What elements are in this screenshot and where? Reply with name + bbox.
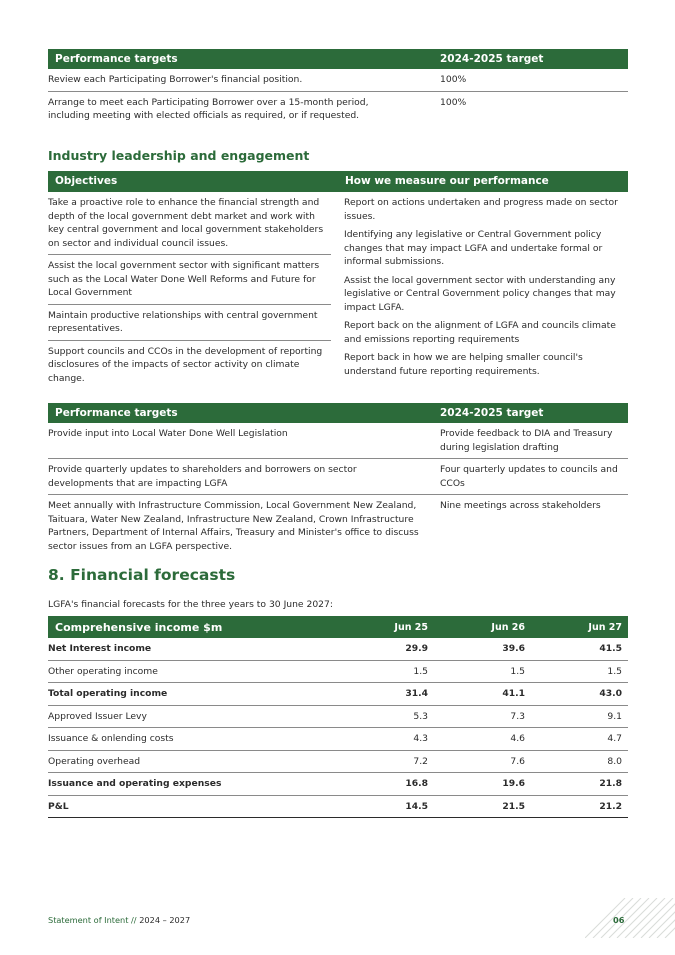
objective-item: Assist the local government sector with significant matters such as the Local Water Done Well Reforms and Future for Local Government [48, 255, 331, 305]
table-row [48, 795, 628, 818]
table-row [48, 728, 628, 751]
column-header: Jun 27 [531, 616, 628, 638]
table-row [48, 750, 628, 773]
column-header: Jun 26 [434, 616, 531, 638]
forecasts-intro: LGFA's financial forecasts for the three years to 30 June 2027: [48, 599, 333, 610]
table-row [48, 423, 628, 459]
value-cell: 14.5 [338, 795, 434, 818]
value-cell: 8.0 [531, 750, 628, 773]
row-label: Total operating income [48, 683, 338, 706]
value-cell: 41.5 [531, 638, 628, 660]
footer-doc-title: Statement of Intent [48, 915, 129, 925]
forecast-table-body [48, 638, 628, 818]
value-cell: 21.8 [531, 773, 628, 796]
column-header: Objectives [55, 175, 118, 187]
table-row [48, 69, 628, 91]
performance-targets-table-1 [48, 49, 628, 127]
measure-item: Report back on the alignment of LGFA and councils climate and emissions reporting requirements [344, 320, 616, 345]
value-cell: 43.0 [531, 683, 628, 706]
value-cell: 21.5 [434, 795, 531, 818]
value-cell: 5.3 [338, 705, 434, 728]
column-header: 2024-2025 target [433, 403, 628, 423]
value-cell: 29.9 [338, 638, 434, 660]
section-heading: Industry leadership and engagement [48, 148, 310, 163]
table-row [48, 773, 628, 796]
section-heading: 8. Financial forecasts [48, 566, 236, 584]
measures-list [344, 192, 628, 379]
performance-targets-table-2 [48, 403, 628, 557]
value-cell: 39.6 [434, 638, 531, 660]
target-value: Four quarterly updates to councils and CCOs [433, 459, 628, 495]
target-value: 100% [433, 69, 628, 91]
target-description: Arrange to meet each Participating Borrower over a 15-month period, including meeting with elected officials as required, or if requested. [48, 96, 369, 121]
row-label: P&L [48, 795, 338, 818]
measure-item: Assist the local government sector with understanding any legislative or Central Government policy changes that may impact LGFA. [344, 274, 616, 313]
target-description: Provide input into Local Water Done Well Legislation [48, 423, 433, 459]
column-header: Comprehensive income $m [48, 616, 338, 638]
row-label: Operating overhead [48, 750, 338, 773]
column-header: Jun 25 [338, 616, 434, 638]
column-header: Performance targets [48, 49, 433, 69]
target-value: 100% [440, 96, 467, 108]
row-label: Other operating income [48, 660, 338, 683]
table-row [48, 705, 628, 728]
table-row [48, 683, 628, 706]
table-header-row [48, 403, 628, 423]
page-number: 06 [613, 915, 625, 925]
value-cell: 16.8 [338, 773, 434, 796]
row-label: Issuance & onlending costs [48, 728, 338, 751]
table-row [48, 495, 628, 558]
column-header: How we measure our performance [345, 175, 549, 187]
decorative-hatch-pattern [585, 898, 675, 938]
value-cell: 1.5 [531, 660, 628, 683]
value-cell: 19.6 [434, 773, 531, 796]
objectives-table-header [48, 171, 628, 192]
target-description: Review each Participating Borrower's financial position. [48, 69, 433, 91]
measure-item: Report back in how we are helping smaller council's understand future reporting requirements. [344, 352, 583, 377]
value-cell: 9.1 [531, 705, 628, 728]
target-value: Provide feedback to DIA and Treasury during legislation drafting [433, 423, 628, 459]
financial-forecast-table [48, 616, 628, 818]
table-row [48, 638, 628, 660]
value-cell: 7.2 [338, 750, 434, 773]
measure-item: Report on actions undertaken and progress made on sector issues. [344, 197, 618, 222]
value-cell: 21.2 [531, 795, 628, 818]
target-description: Provide quarterly updates to shareholders and borrowers on sector developments that are impacting LGFA [48, 459, 433, 495]
table-row [48, 91, 628, 127]
row-label: Approved Issuer Levy [48, 705, 338, 728]
footer-separator: // [131, 915, 137, 925]
value-cell: 4.7 [531, 728, 628, 751]
value-cell: 1.5 [434, 660, 531, 683]
value-cell: 7.6 [434, 750, 531, 773]
row-label: Issuance and operating expenses [48, 773, 338, 796]
value-cell: 41.1 [434, 683, 531, 706]
table-row [48, 459, 628, 495]
value-cell: 1.5 [338, 660, 434, 683]
value-cell: 31.4 [338, 683, 434, 706]
table-header-row [48, 616, 628, 638]
row-label: Net Interest income [48, 638, 338, 660]
measure-item: Identifying any legislative or Central Government policy changes that may impact LGFA and undertake formal or informal submissions. [344, 229, 603, 267]
value-cell: 4.6 [434, 728, 531, 751]
objective-item: Maintain productive relationships with central government representatives. [48, 305, 331, 341]
objectives-list [48, 192, 331, 389]
table-row [48, 660, 628, 683]
footer-years: 2024 – 2027 [139, 915, 191, 925]
column-header: Performance targets [48, 403, 433, 423]
objective-item: Support councils and CCOs in the development of reporting disclosures of the impacts of sector activity on climate change. [48, 345, 323, 384]
target-description: Meet annually with Infrastructure Commission, Local Government New Zealand, Taituara, Water New Zealand, Infrastructure New Zealand, Crown Infrastructure Partners, Department of Internal Affairs, Treasury and Minister's office to discuss sector issues from an LGFA perspective. [48, 500, 419, 552]
table-header-row [48, 49, 628, 69]
target-value: Nine meetings across stakeholders [440, 500, 601, 511]
value-cell: 7.3 [434, 705, 531, 728]
footer-text [48, 915, 190, 925]
value-cell: 4.3 [338, 728, 434, 751]
column-header: 2024-2025 target [433, 49, 628, 69]
objective-item: Take a proactive role to enhance the financial strength and depth of the local government debt market and work with key central government and local government stakeholders on sector and individual council issues. [48, 192, 331, 255]
